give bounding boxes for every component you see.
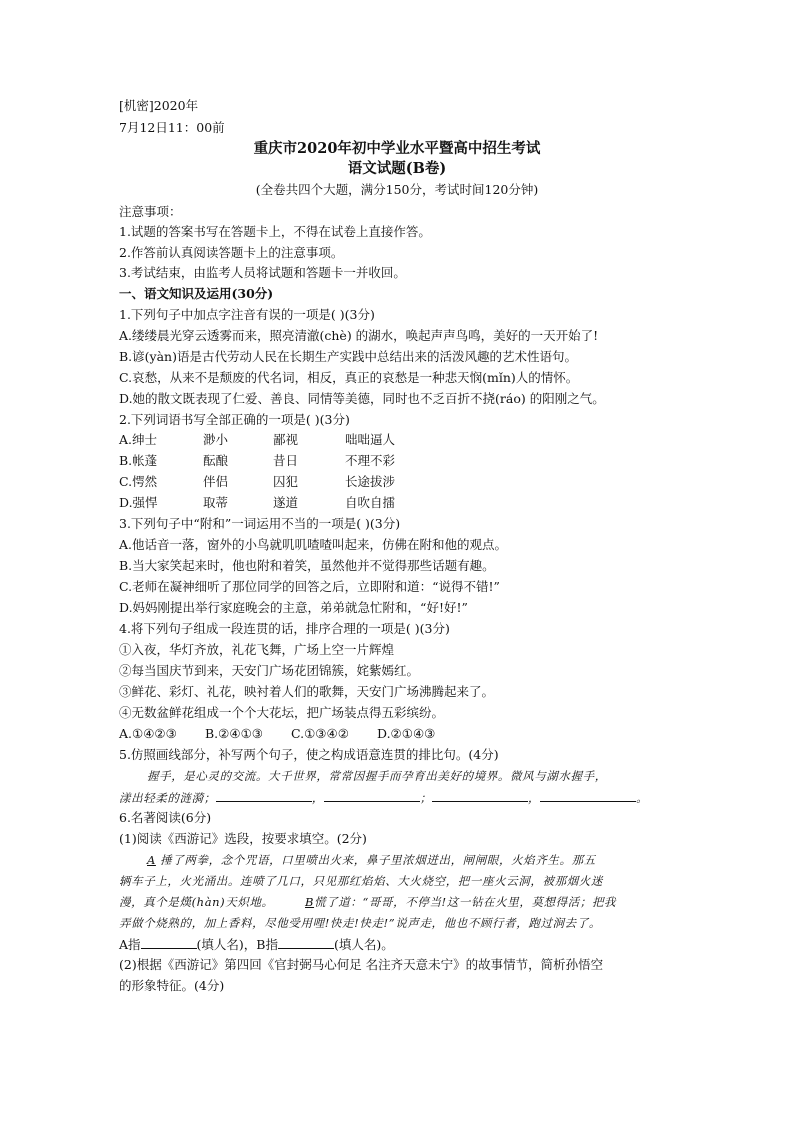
q1-stem: 1.下列句子中加点字注音有误的一项是( )(3分) [119, 307, 375, 322]
q3-stem: 3.下列句子中“附和”一词运用不当的一项是( )(3分) [119, 516, 401, 531]
notice-item: 3.考试结束，由监考人员将试题和答题卡一并收回。 [119, 265, 406, 280]
answer-blank[interactable] [278, 934, 334, 949]
q2-option-row [119, 430, 395, 450]
exam-note: (全卷共四个大题，满分150分，考试时间120分钟) [255, 182, 539, 197]
q2-word: 取蒂 [203, 495, 229, 510]
q2-word: A.绅士 [119, 432, 158, 447]
q4-sentence: ①入夜，华灯齐放，礼花飞舞，广场上空一片辉煌 [119, 642, 395, 657]
q2-word: 囚犯 [273, 474, 299, 489]
fill-text: A指 [119, 937, 141, 952]
passage-text: 捶了两拳，念个咒语，口里喷出火来，鼻子里浓烟迸出，闸闸眼，火焰齐生。那五 [160, 853, 596, 867]
q1-option-d: D.她的散文既表现了仁爱、善良、同情等美德，同时也不乏百折不挠(ráo) 的阳刚之气。 [119, 391, 605, 406]
q2-option-row [119, 493, 395, 513]
fill-text: (填人名)。 [333, 937, 394, 952]
answer-blank[interactable] [540, 787, 636, 802]
q6-passage-line: 辆车子上，火光涌出。连喷了几口，只见那红焰焰、大火烧空，把一座火云洞，被那烟火迷 [119, 874, 603, 888]
q6-fill-line [119, 934, 394, 955]
mark-b: B [305, 895, 315, 909]
q4-option: D.②①④③ [377, 726, 436, 741]
secret-label: [机密]2020年 [119, 98, 199, 113]
q2-word: 长途拔涉 [345, 474, 396, 489]
q2-word: D.强悍 [119, 495, 158, 510]
page-title: 重庆市2020年初中学业水平暨高中招生考试 [253, 140, 541, 157]
q1-option-c: C.哀愁，从来不是颓废的代名词，相反，真正的哀愁是一种悲天悯(mǐn)人的情怀。 [119, 370, 579, 385]
fill-text: (填人名)，B指 [196, 937, 278, 952]
q2-option-row [119, 472, 395, 492]
exam-time: 7月12日11：00前 [119, 120, 225, 135]
q2-word: 不理不彩 [345, 453, 396, 468]
q1-option-b: B.谚(yàn)语是古代劳动人民在长期生产实践中总结出来的活泼风趣的艺术性语句。 [119, 349, 577, 364]
q3-option-a: A.他话音一落，窗外的小鸟就叽叽喳喳叫起来，仿佛在附和他的观点。 [119, 537, 508, 552]
q3-option-c: C.老师在凝神细听了那位同学的回答之后，立即附和道：“说得不错!” [119, 579, 500, 594]
q2-word: 昔日 [273, 453, 299, 468]
q6-passage-line: 漫，真个是熯(hàn)天炽地。 [119, 895, 274, 909]
notice-item: 1.试题的答案书写在答题卡上，不得在试卷上直接作答。 [119, 224, 431, 239]
q4-options [119, 724, 463, 744]
q6-part2: 的形象特征。(4分) [119, 978, 225, 993]
q6-part2: (2)根据《西游记》第四回《官封弼马心何足 名注齐天意未宁》的故事情节，简析孙悟空 [119, 957, 604, 972]
page-subtitle: 语文试题(B卷) [347, 160, 447, 177]
q6-part1: (1)阅读《西游记》选段，按要求填空。(2分) [119, 831, 367, 846]
q2-word: 伴侣 [203, 474, 229, 489]
q4-sentence: ④无数盆鲜花组成一个个大花坛，把广场装点得五彩缤纷。 [119, 705, 445, 720]
q4-option: C.①③④② [291, 726, 349, 741]
q2-option-row [119, 451, 395, 471]
q3-option-d: D.妈妈刚提出举行家庭晚会的主意，弟弟就急忙附和，“好!好!” [119, 600, 468, 615]
answer-blank[interactable] [432, 787, 528, 802]
section-heading: 一、语文知识及运用(30分) [119, 286, 274, 301]
notice-heading: 注意事项： [119, 204, 182, 219]
q5-answer-line: 漾出轻柔的涟漪； ， ； ， 。 [119, 787, 648, 808]
q6-passage-line: 弄做个烧熟的，加上香料，尽他受用哩!快走!快走!”说声走，他也不顾行者，跑过涧去了。 [119, 916, 601, 930]
q2-word: B.帐蓬 [119, 453, 158, 468]
q4-option: B.②④①③ [205, 726, 263, 741]
notice-item: 2.作答前认真阅读答题卡上的注意事项。 [119, 245, 344, 260]
q4-option: A.①④②③ [119, 726, 177, 741]
q2-word: 酝酿 [203, 453, 229, 468]
q2-word: C.愕然 [119, 474, 158, 489]
passage-text: 慌了道：“哥哥，不停当!这一钻在火里，莫想得活；把我 [314, 895, 617, 909]
q1-option-a: A.缕缕晨光穿云透雾而来，照亮清澈(chè) 的湖水，唤起声声鸟鸣，美好的一天开始了! [119, 328, 599, 343]
q2-word: 遂道 [273, 495, 299, 510]
q2-word: 咄咄逼人 [345, 432, 396, 447]
answer-blank[interactable] [324, 787, 420, 802]
q2-stem: 2.下列词语书写全部正确的一项是( )(3分) [119, 412, 350, 427]
q2-word: 鄙视 [273, 432, 299, 447]
q6-passage-line [147, 850, 596, 870]
q4-stem: 4.将下列句子组成一段连贯的话，排序合理的一项是( )(3分) [119, 621, 450, 636]
q2-word: 渺小 [203, 432, 229, 447]
q4-sentence: ②每当国庆节到来，天安门广场花团锦簇，姹紫嫣红。 [119, 663, 420, 678]
q5-text: 握手，是心灵的交流。大千世界，常常因握手而孕育出美好的境界。微风与湖水握手， [147, 769, 607, 783]
q5-text-lead: 漾出轻柔的涟漪； [119, 791, 216, 805]
mark-a: A [147, 853, 156, 867]
q2-word: 自吹自擂 [345, 495, 396, 510]
q6-passage-line [305, 892, 616, 912]
q3-option-b: B.当大家笑起来时，他也附和着笑，虽然他并不觉得那些话题有趣。 [119, 558, 495, 573]
q5-stem: 5.仿照画线部分，补写两个句子，使之构成语意连贯的排比句。(4分) [119, 747, 499, 762]
answer-blank[interactable] [216, 787, 312, 802]
q6-heading: 6.名著阅读(6分) [119, 810, 212, 825]
answer-blank[interactable] [141, 934, 197, 949]
q4-sentence: ③鲜花、彩灯、礼花，映衬着人们的歌舞，天安门广场沸腾起来了。 [119, 684, 495, 699]
